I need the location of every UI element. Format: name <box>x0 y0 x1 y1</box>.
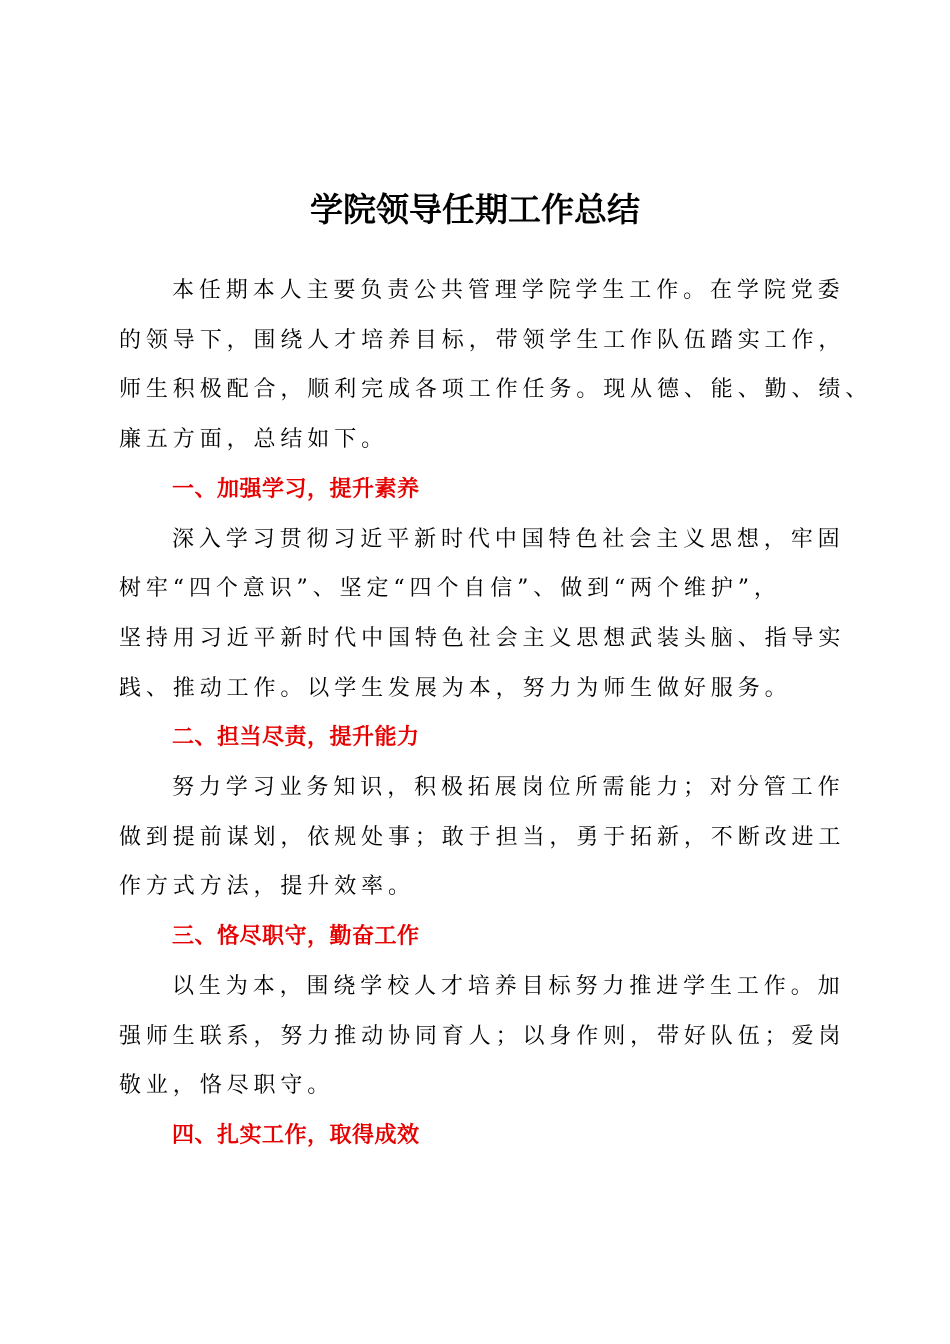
paragraph-line: 坚持用习近平新时代中国特色社会主义思想武装头脑、指导实 <box>119 625 846 651</box>
paragraph-line: 的领导下，围绕人才培养目标，带领学生工作队伍踏实工作， <box>119 327 846 353</box>
document-body <box>119 266 873 1161</box>
section-heading-2: 二、担当尽责，提升能力 <box>172 725 420 751</box>
section-heading-4: 四、扎实工作，取得成效 <box>172 1122 420 1148</box>
section-paragraph-3 <box>119 962 846 1111</box>
section-heading-1: 一、加强学习，提升素养 <box>172 476 420 502</box>
paragraph-line: 做到提前谋划，依规处事；敢于担当，勇于拓新，不断改进工 <box>119 824 846 850</box>
paragraph-line: 树牢“四个意识”、坚定“四个自信”、做到“两个维护”， <box>119 576 781 602</box>
paragraph-line: 本任期本人主要负责公共管理学院学生工作。在学院党委 <box>172 278 845 303</box>
paragraph-line: 廉五方面，总结如下。 <box>119 427 389 453</box>
section-paragraph-1 <box>119 515 846 714</box>
section-paragraph-2 <box>119 763 846 912</box>
paragraph-line: 作方式方法，提升效率。 <box>119 874 415 900</box>
paragraph-line: 深入学习贯彻习近平新时代中国特色社会主义思想，牢固 <box>172 526 845 552</box>
paragraph-line: 践、推动工作。以学生发展为本，努力为师生做好服务。 <box>119 675 792 701</box>
paragraph-line: 敬业，恪尽职守。 <box>119 1073 335 1099</box>
document-title: 学院领导任期工作总结 <box>310 190 640 229</box>
intro-paragraph <box>119 266 873 465</box>
paragraph-line: 师生积极配合，顺利完成各项工作任务。现从德、能、勤、绩、 <box>119 377 873 403</box>
section-heading-3: 三、恪尽职守，勤奋工作 <box>172 924 420 950</box>
paragraph-line: 努力学习业务知识，积极拓展岗位所需能力；对分管工作 <box>172 775 845 801</box>
paragraph-line: 以生为本，围绕学校人才培养目标努力推进学生工作。加 <box>172 973 845 999</box>
paragraph-line: 强师生联系，努力推动协同育人；以身作则，带好队伍；爱岗 <box>119 1023 846 1049</box>
